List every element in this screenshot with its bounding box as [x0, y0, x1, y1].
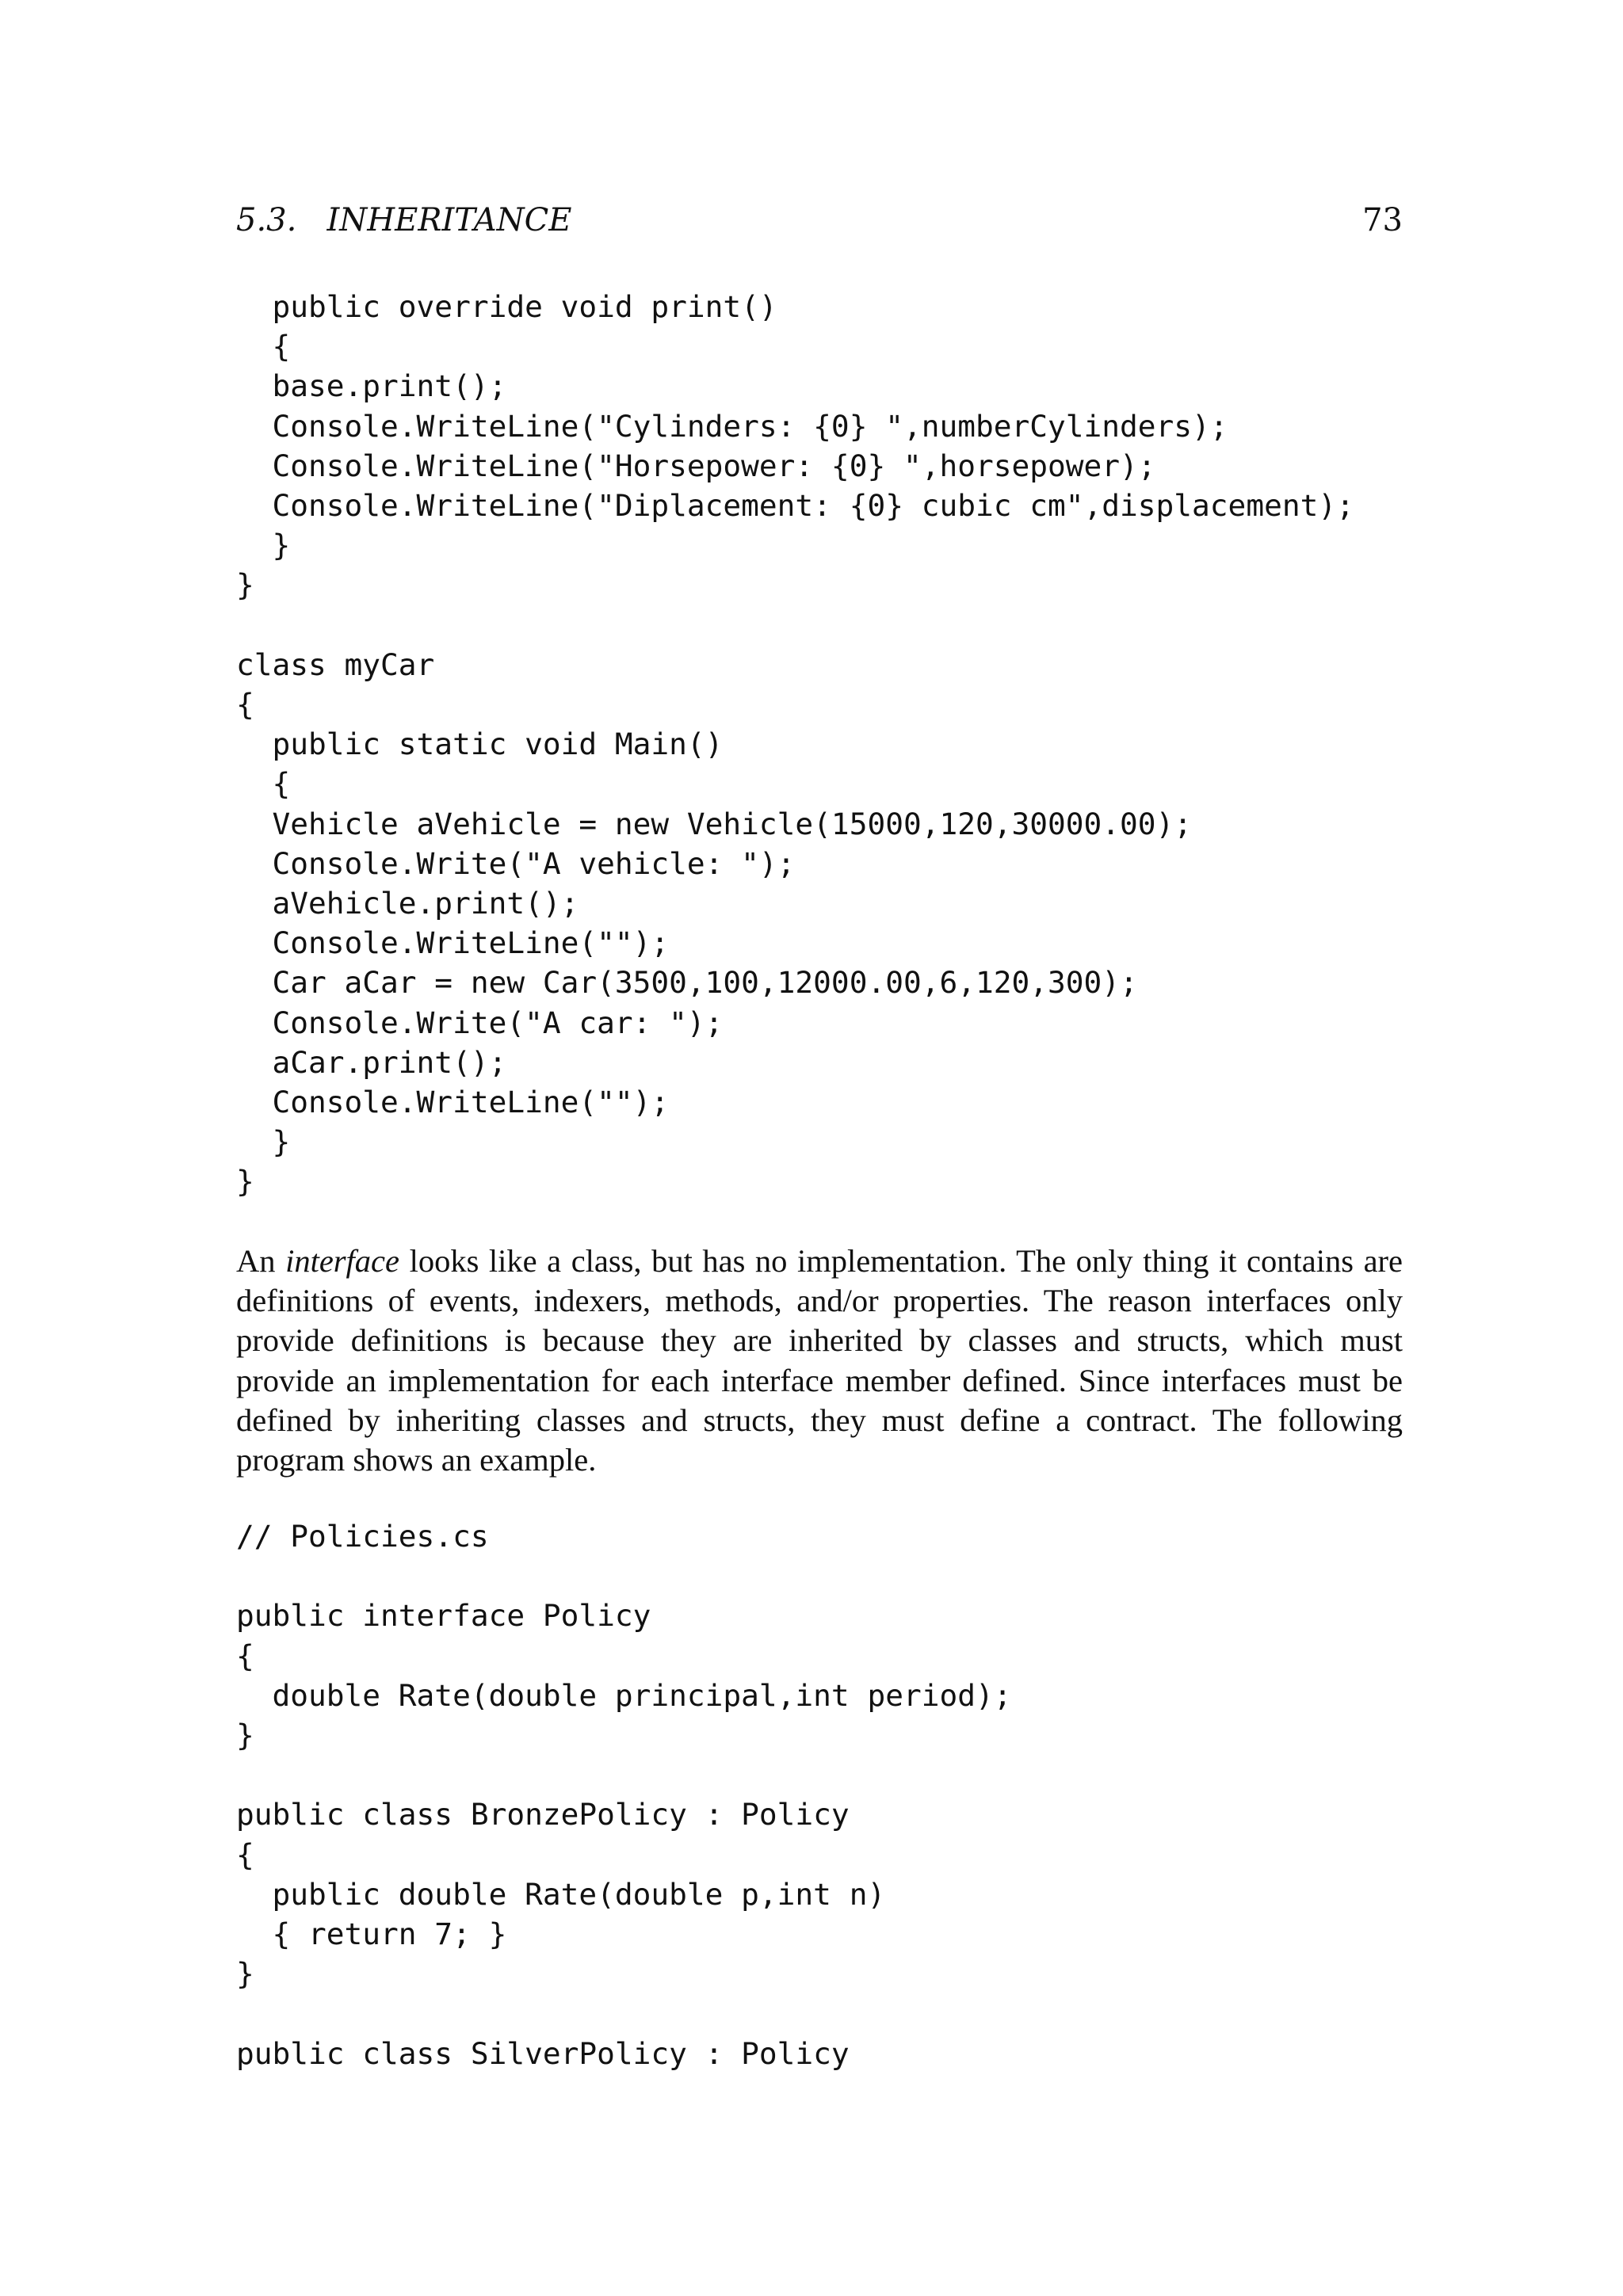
code-line: }: [236, 1124, 291, 1160]
code-line: }: [236, 1956, 254, 1992]
code-line: Console.WriteLine("Diplacement: {0} cubic cm",displacement);: [236, 488, 1354, 524]
code-line: base.print();: [236, 368, 507, 404]
code-line: {: [236, 329, 291, 364]
code-line: Console.WriteLine("Horsepower: {0} ",horsepower);: [236, 448, 1156, 483]
code-line: Vehicle aVehicle = new Vehicle(15000,120,30000.00);: [236, 806, 1193, 841]
code-line: public double Rate(double p,int n): [236, 1876, 886, 1912]
paragraph-prefix: An: [236, 1243, 286, 1279]
page-number: 73: [1362, 202, 1403, 238]
code-line: }: [236, 567, 254, 603]
code-line: {: [236, 1638, 254, 1673]
code-line: }: [236, 528, 291, 563]
code-line: aCar.print();: [236, 1044, 507, 1080]
code-line: public class BronzePolicy : Policy: [236, 1797, 850, 1833]
interface-term: interface: [285, 1243, 400, 1279]
code-line: Car aCar = new Car(3500,100,12000.00,6,120,300);: [236, 965, 1138, 1001]
code-block-car-example: [236, 287, 1354, 1202]
code-block-policies: [236, 1516, 1012, 2073]
code-line: // Policies.cs: [236, 1519, 489, 1554]
code-line: class myCar: [236, 646, 435, 682]
code-line: { return 7; }: [236, 1917, 507, 1952]
interface-paragraph: [236, 1241, 1403, 1480]
running-header: [236, 196, 1403, 244]
code-line: Console.WriteLine("");: [236, 925, 670, 961]
code-line: public class SilverPolicy : Policy: [236, 2035, 850, 2071]
paragraph-body: looks like a class, but has no implementation. The only thing it contains are definitions of events, indexers, methods, and/or properties. The reason interfaces only provide definitions is because they are inherited by classes and structs, which must provide an implementation for each interface member defined. Since interfaces must be defined by inheriting classes and structs, they must define a contract. The following program shows an example.: [236, 1243, 1403, 1478]
code-line: aVehicle.print();: [236, 886, 579, 921]
code-line: public override void print(): [236, 289, 777, 324]
code-line: public interface Policy: [236, 1598, 651, 1634]
code-line: }: [236, 1718, 254, 1753]
code-line: Console.Write("A vehicle: ");: [236, 845, 796, 881]
code-line: {: [236, 766, 291, 802]
code-line: {: [236, 687, 254, 723]
code-line: {: [236, 1836, 254, 1872]
code-line: public static void Main(): [236, 727, 724, 762]
code-line: Console.Write("A car: ");: [236, 1005, 724, 1040]
code-line: Console.WriteLine("Cylinders: {0} ",numberCylinders);: [236, 408, 1228, 444]
code-line: Console.WriteLine("");: [236, 1085, 670, 1120]
code-line: }: [236, 1164, 254, 1199]
section-title: 5.3. INHERITANCE: [236, 202, 572, 238]
code-line: double Rate(double principal,int period);: [236, 1677, 1012, 1713]
